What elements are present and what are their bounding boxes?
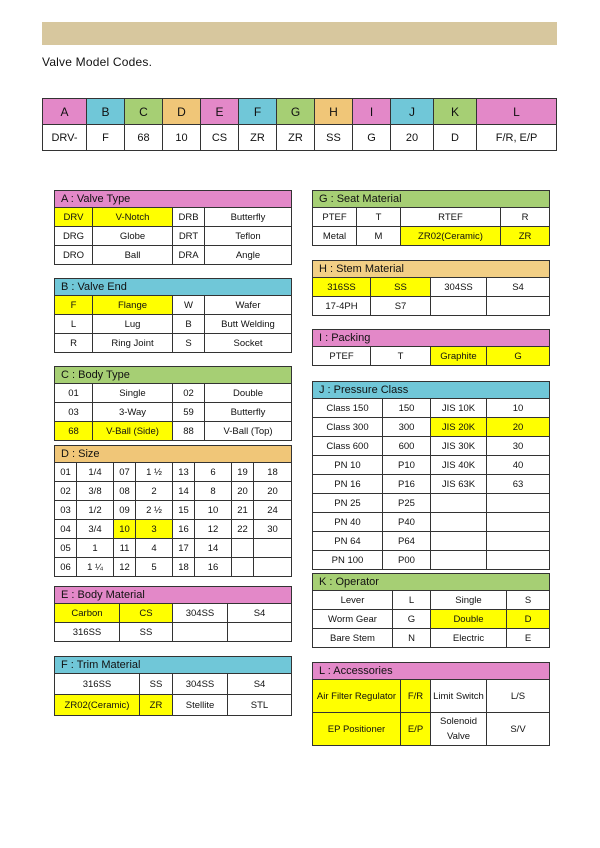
code-letter: L	[477, 99, 557, 125]
code-value: G	[353, 125, 391, 151]
table-cell: 1 ¼	[77, 558, 114, 577]
table-cell: DRT	[173, 227, 205, 246]
table-cell: M	[357, 227, 401, 246]
table-row	[313, 278, 550, 297]
table-row	[55, 501, 292, 520]
code-letter: G	[277, 99, 315, 125]
table-row	[313, 680, 550, 713]
table-cell: 17-4PH	[313, 297, 371, 316]
table-cell	[431, 494, 487, 513]
table-cell: 01	[55, 463, 77, 482]
table-cell: Ring Joint	[93, 334, 173, 353]
table-cell: S	[507, 591, 550, 610]
table-cell: 316SS	[55, 674, 140, 695]
table-cell: 24	[254, 501, 292, 520]
table-cell: 02	[173, 384, 205, 403]
table-cell: SS	[140, 674, 173, 695]
table-cell	[173, 623, 228, 642]
table-cell: 17	[173, 539, 195, 558]
table-row	[313, 551, 550, 570]
table-cell: 5	[136, 558, 173, 577]
table-cell: JIS 10K	[431, 399, 487, 418]
table-cell: 14	[195, 539, 232, 558]
table-cell: T	[357, 208, 401, 227]
section-header: I : Packing	[313, 330, 550, 347]
table-cell: 30	[487, 437, 550, 456]
section-header: L : Accessories	[313, 663, 550, 680]
code-letter-row	[43, 99, 557, 125]
table-row	[55, 539, 292, 558]
table-cell: ZR02(Ceramic)	[401, 227, 501, 246]
table-cell: 40	[487, 456, 550, 475]
table-cell: 63	[487, 475, 550, 494]
table-cell: ZR	[501, 227, 550, 246]
table-row	[55, 674, 292, 695]
table-cell: Air Filter Regulator	[313, 680, 401, 713]
table-cell: 2	[136, 482, 173, 501]
table-cell: Graphite	[431, 347, 487, 366]
table-cell: Angle	[205, 246, 292, 265]
code-letter: J	[391, 99, 434, 125]
table-cell: 16	[195, 558, 232, 577]
code-letter: D	[163, 99, 201, 125]
table-cell: 12	[195, 520, 232, 539]
table-row	[55, 623, 292, 642]
table-cell	[487, 513, 550, 532]
table-cell: DRG	[55, 227, 93, 246]
table-cell: 3-Way	[93, 403, 173, 422]
table-cell: 8	[195, 482, 232, 501]
table-cell: 1	[77, 539, 114, 558]
table-row	[313, 208, 550, 227]
table-row	[313, 227, 550, 246]
table-cell: 16	[173, 520, 195, 539]
table-cell: 20	[487, 418, 550, 437]
table-cell: 3/8	[77, 482, 114, 501]
table-cell	[232, 539, 254, 558]
table-cell: 20	[254, 482, 292, 501]
table-cell: 2 ½	[136, 501, 173, 520]
table-cell: L/S	[487, 680, 550, 713]
table-row	[313, 437, 550, 456]
table-row	[313, 347, 550, 366]
section-header: B : Valve End	[55, 279, 292, 296]
code-value-row	[43, 125, 557, 151]
table-cell: 05	[55, 539, 77, 558]
table-cell: E	[507, 629, 550, 648]
table-cell: 316SS	[55, 623, 120, 642]
table-row	[55, 558, 292, 577]
table-cell: 01	[55, 384, 93, 403]
table-cell: JIS 30K	[431, 437, 487, 456]
stem-material-table	[312, 260, 550, 316]
table-cell: 1/4	[77, 463, 114, 482]
table-cell: DRA	[173, 246, 205, 265]
table-cell: 14	[173, 482, 195, 501]
table-cell: 3/4	[77, 520, 114, 539]
table-cell: P00	[383, 551, 431, 570]
code-letter: F	[239, 99, 277, 125]
code-value: SS	[315, 125, 353, 151]
valve-type-table	[54, 190, 292, 265]
table-cell: 18	[173, 558, 195, 577]
table-cell: 18	[254, 463, 292, 482]
table-cell: P16	[383, 475, 431, 494]
table-cell: RTEF	[401, 208, 501, 227]
table-cell: 06	[55, 558, 77, 577]
table-cell: Worm Gear	[313, 610, 393, 629]
table-cell: Double	[431, 610, 507, 629]
code-value: F	[87, 125, 125, 151]
table-cell	[254, 558, 292, 577]
table-cell: 19	[232, 463, 254, 482]
table-row	[313, 629, 550, 648]
table-cell	[431, 551, 487, 570]
table-row	[313, 532, 550, 551]
code-letter: I	[353, 99, 391, 125]
table-cell: 304SS	[173, 674, 228, 695]
pressure-class-table	[312, 381, 550, 570]
table-cell: F	[55, 296, 93, 315]
table-cell: 1/2	[77, 501, 114, 520]
table-cell: N	[393, 629, 431, 648]
table-cell: Carbon	[55, 604, 120, 623]
table-cell: CS	[120, 604, 173, 623]
table-cell: 11	[114, 539, 136, 558]
table-cell: P40	[383, 513, 431, 532]
table-cell: PTEF	[313, 208, 357, 227]
section-header: F : Trim Material	[55, 657, 292, 674]
section-header: A : Valve Type	[55, 191, 292, 208]
table-row	[55, 695, 292, 716]
table-cell	[431, 513, 487, 532]
table-cell: 59	[173, 403, 205, 422]
table-cell: 6	[195, 463, 232, 482]
table-cell: JIS 40K	[431, 456, 487, 475]
section-header: G : Seat Material	[313, 191, 550, 208]
code-value: 68	[125, 125, 163, 151]
accessories-table	[312, 662, 550, 746]
trim-material-table	[54, 656, 292, 716]
table-cell: Class 300	[313, 418, 383, 437]
table-cell: D	[507, 610, 550, 629]
table-cell: V-Notch	[93, 208, 173, 227]
table-cell: 08	[114, 482, 136, 501]
table-cell: JIS 20K	[431, 418, 487, 437]
table-cell: DRV	[55, 208, 93, 227]
body-type-table	[54, 366, 292, 441]
section-header: D : Size	[55, 446, 292, 463]
table-cell	[431, 297, 487, 316]
table-cell: G	[487, 347, 550, 366]
table-cell: R	[501, 208, 550, 227]
table-row	[55, 403, 292, 422]
table-cell: Socket	[205, 334, 292, 353]
table-cell: 09	[114, 501, 136, 520]
table-cell: EP Positioner	[313, 713, 401, 746]
table-cell: 3	[136, 520, 173, 539]
table-row	[313, 456, 550, 475]
table-cell: 316SS	[313, 278, 371, 297]
code-letter: E	[201, 99, 239, 125]
code-value: CS	[201, 125, 239, 151]
code-value: F/R, E/P	[477, 125, 557, 151]
table-row	[313, 475, 550, 494]
operator-table	[312, 573, 550, 648]
table-cell: 300	[383, 418, 431, 437]
valve-end-table	[54, 278, 292, 353]
table-row	[55, 208, 292, 227]
table-cell: Flange	[93, 296, 173, 315]
table-cell: W	[173, 296, 205, 315]
table-cell: PN 25	[313, 494, 383, 513]
table-cell: S	[173, 334, 205, 353]
table-cell: SS	[120, 623, 173, 642]
table-cell: 30	[254, 520, 292, 539]
code-value: DRV-	[43, 125, 87, 151]
table-cell: Electric	[431, 629, 507, 648]
table-cell: 1 ½	[136, 463, 173, 482]
table-cell: PN 10	[313, 456, 383, 475]
table-cell: V-Ball (Top)	[205, 422, 292, 441]
table-cell: 21	[232, 501, 254, 520]
table-row	[313, 494, 550, 513]
table-cell	[228, 623, 292, 642]
table-cell	[487, 551, 550, 570]
table-cell: PN 64	[313, 532, 383, 551]
code-letter: B	[87, 99, 125, 125]
table-cell: 03	[55, 501, 77, 520]
table-cell	[431, 532, 487, 551]
code-letter: H	[315, 99, 353, 125]
table-cell: S4	[228, 604, 292, 623]
table-cell: Globe	[93, 227, 173, 246]
table-cell: S4	[228, 674, 292, 695]
table-cell: Ball	[93, 246, 173, 265]
table-cell	[487, 494, 550, 513]
table-cell: Single	[431, 591, 507, 610]
table-cell: Metal	[313, 227, 357, 246]
table-row	[313, 297, 550, 316]
table-cell: 10	[195, 501, 232, 520]
table-cell: Bare Stem	[313, 629, 393, 648]
table-cell: S/V	[487, 713, 550, 746]
table-cell: 68	[55, 422, 93, 441]
section-header: C : Body Type	[55, 367, 292, 384]
size-table	[54, 445, 292, 577]
table-row	[55, 482, 292, 501]
table-cell: 10	[487, 399, 550, 418]
code-value: ZR	[239, 125, 277, 151]
table-row	[55, 334, 292, 353]
table-cell: ZR	[140, 695, 173, 716]
table-row	[313, 418, 550, 437]
table-row	[55, 315, 292, 334]
table-row	[313, 591, 550, 610]
table-cell: L	[393, 591, 431, 610]
header-band	[42, 22, 557, 45]
table-cell: 04	[55, 520, 77, 539]
section-header: J : Pressure Class	[313, 382, 550, 399]
table-row	[55, 227, 292, 246]
table-row	[55, 463, 292, 482]
table-cell: 02	[55, 482, 77, 501]
table-row	[55, 246, 292, 265]
table-cell: 150	[383, 399, 431, 418]
table-cell: ZR02(Ceramic)	[55, 695, 140, 716]
seat-material-table	[312, 190, 550, 246]
table-row	[55, 520, 292, 539]
body-material-table	[54, 586, 292, 642]
table-row	[55, 384, 292, 403]
table-row	[55, 296, 292, 315]
table-cell: STL	[228, 695, 292, 716]
table-cell: PTEF	[313, 347, 371, 366]
table-cell: Butterfly	[205, 403, 292, 422]
table-cell: Class 600	[313, 437, 383, 456]
table-cell: Single	[93, 384, 173, 403]
table-cell: DRB	[173, 208, 205, 227]
table-cell	[487, 297, 550, 316]
table-cell: Lug	[93, 315, 173, 334]
table-cell: P10	[383, 456, 431, 475]
table-cell: SS	[371, 278, 431, 297]
table-cell: 4	[136, 539, 173, 558]
table-cell: P25	[383, 494, 431, 513]
table-cell: Teflon	[205, 227, 292, 246]
model-code-table	[42, 98, 557, 151]
table-row	[313, 513, 550, 532]
page-title: Valve Model Codes.	[42, 55, 153, 69]
table-cell: 12	[114, 558, 136, 577]
table-cell: Wafer	[205, 296, 292, 315]
table-cell: Butt Welding	[205, 315, 292, 334]
table-cell: Butterfly	[205, 208, 292, 227]
table-cell: DRO	[55, 246, 93, 265]
table-cell: 304SS	[173, 604, 228, 623]
table-cell: 88	[173, 422, 205, 441]
code-value: D	[434, 125, 477, 151]
packing-table	[312, 329, 550, 366]
code-value: ZR	[277, 125, 315, 151]
table-cell: 03	[55, 403, 93, 422]
table-cell: P64	[383, 532, 431, 551]
table-row	[313, 610, 550, 629]
table-cell: JIS 63K	[431, 475, 487, 494]
code-letter: K	[434, 99, 477, 125]
table-cell: 15	[173, 501, 195, 520]
table-cell: Lever	[313, 591, 393, 610]
table-cell: Solenoid Valve	[431, 713, 487, 746]
table-cell: G	[393, 610, 431, 629]
table-row	[55, 422, 292, 441]
table-cell	[254, 539, 292, 558]
table-cell: L	[55, 315, 93, 334]
table-cell: E/P	[401, 713, 431, 746]
table-cell: 13	[173, 463, 195, 482]
table-cell: V-Ball (Side)	[93, 422, 173, 441]
code-value: 10	[163, 125, 201, 151]
table-cell: 600	[383, 437, 431, 456]
table-cell: 10	[114, 520, 136, 539]
code-value: 20	[391, 125, 434, 151]
table-cell	[487, 532, 550, 551]
table-cell: Stellite	[173, 695, 228, 716]
code-letter: C	[125, 99, 163, 125]
table-row	[55, 604, 292, 623]
table-cell: Double	[205, 384, 292, 403]
table-cell: PN 100	[313, 551, 383, 570]
table-cell: F/R	[401, 680, 431, 713]
table-cell: 20	[232, 482, 254, 501]
table-cell: PN 16	[313, 475, 383, 494]
table-cell: Limit Switch	[431, 680, 487, 713]
section-header: K : Operator	[313, 574, 550, 591]
table-cell: S4	[487, 278, 550, 297]
table-row	[313, 713, 550, 746]
section-header: H : Stem Material	[313, 261, 550, 278]
code-letter: A	[43, 99, 87, 125]
table-cell: 22	[232, 520, 254, 539]
table-cell: PN 40	[313, 513, 383, 532]
table-cell: S7	[371, 297, 431, 316]
table-cell: Class 150	[313, 399, 383, 418]
table-row	[313, 399, 550, 418]
table-cell	[232, 558, 254, 577]
table-cell: 304SS	[431, 278, 487, 297]
table-cell: R	[55, 334, 93, 353]
table-cell: T	[371, 347, 431, 366]
section-header: E : Body Material	[55, 587, 292, 604]
table-cell: B	[173, 315, 205, 334]
table-cell: 07	[114, 463, 136, 482]
